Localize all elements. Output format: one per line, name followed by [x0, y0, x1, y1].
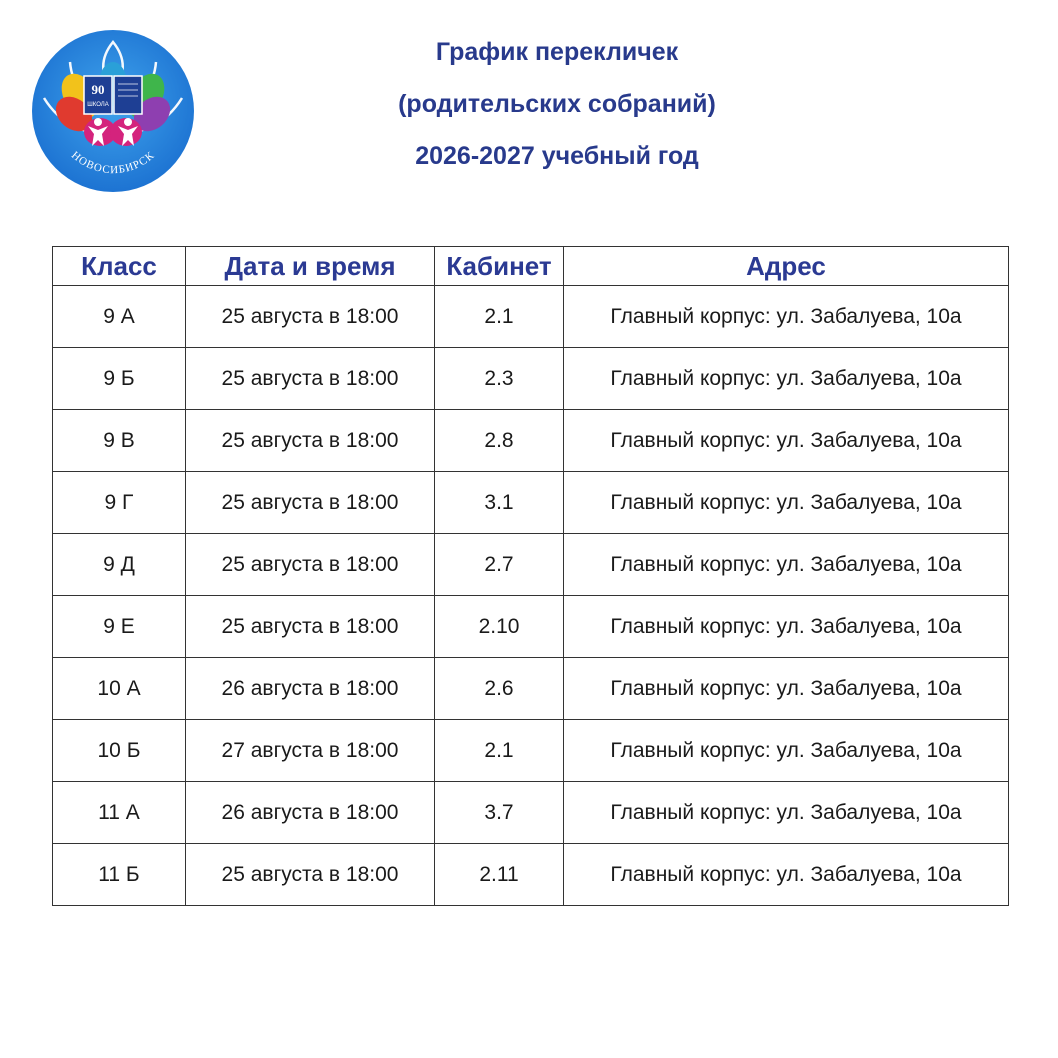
title-line-3: 2026-2027 учебный год	[415, 142, 699, 170]
logo-number: 90	[91, 82, 105, 97]
school-logo	[30, 28, 196, 194]
table-row	[53, 410, 1009, 472]
header-datetime: Дата и время	[186, 247, 435, 286]
cell-room: 2.1	[435, 720, 564, 782]
cell-datetime: 27 августа в 18:00	[186, 720, 435, 782]
cell-address: Главный корпус: ул. Забалуева, 10а	[564, 844, 1009, 906]
cell-datetime: 25 августа в 18:00	[186, 286, 435, 348]
cell-room: 2.10	[435, 596, 564, 658]
cell-address: Главный корпус: ул. Забалуева, 10а	[564, 596, 1009, 658]
cell-address: Главный корпус: ул. Забалуева, 10а	[564, 348, 1009, 410]
logo-city: НОВОСИБИРСК	[68, 149, 158, 177]
cell-address: Главный корпус: ул. Забалуева, 10а	[564, 534, 1009, 596]
table-row	[53, 658, 1009, 720]
cell-address: Главный корпус: ул. Забалуева, 10а	[564, 720, 1009, 782]
cell-class: 9 В	[53, 410, 186, 472]
header-address: Адрес	[564, 247, 1009, 286]
table-row	[53, 472, 1009, 534]
cell-room: 2.8	[435, 410, 564, 472]
cell-class: 9 Б	[53, 348, 186, 410]
cell-room: 2.1	[435, 286, 564, 348]
cell-datetime: 26 августа в 18:00	[186, 782, 435, 844]
cell-class: 9 Е	[53, 596, 186, 658]
cell-class: 10 А	[53, 658, 186, 720]
cell-room: 2.11	[435, 844, 564, 906]
title-line-1: График перекличек	[435, 38, 679, 66]
cell-room: 2.6	[435, 658, 564, 720]
table-row	[53, 534, 1009, 596]
cell-class: 11 Б	[53, 844, 186, 906]
header-room: Кабинет	[435, 247, 564, 286]
cell-datetime: 25 августа в 18:00	[186, 472, 435, 534]
cell-room: 3.7	[435, 782, 564, 844]
cell-room: 2.3	[435, 348, 564, 410]
cell-class: 11 А	[53, 782, 186, 844]
table-row	[53, 844, 1009, 906]
schedule-table	[52, 246, 1009, 906]
cell-address: Главный корпус: ул. Забалуева, 10а	[564, 410, 1009, 472]
header-class: Класс	[53, 247, 186, 286]
logo-school-word: ШКОЛА	[87, 102, 109, 108]
cell-datetime: 25 августа в 18:00	[186, 534, 435, 596]
cell-room: 2.7	[435, 534, 564, 596]
cell-class: 10 Б	[53, 720, 186, 782]
cell-datetime: 25 августа в 18:00	[186, 596, 435, 658]
title-line-2: (родительских собраний)	[398, 90, 716, 118]
page-title	[260, 26, 854, 182]
cell-class: 9 А	[53, 286, 186, 348]
cell-datetime: 25 августа в 18:00	[186, 844, 435, 906]
cell-datetime: 25 августа в 18:00	[186, 410, 435, 472]
cell-datetime: 25 августа в 18:00	[186, 348, 435, 410]
cell-datetime: 26 августа в 18:00	[186, 658, 435, 720]
cell-class: 9 Г	[53, 472, 186, 534]
table-row	[53, 720, 1009, 782]
table-row	[53, 596, 1009, 658]
table-row	[53, 348, 1009, 410]
cell-room: 3.1	[435, 472, 564, 534]
table-row	[53, 782, 1009, 844]
cell-address: Главный корпус: ул. Забалуева, 10а	[564, 286, 1009, 348]
cell-address: Главный корпус: ул. Забалуева, 10а	[564, 472, 1009, 534]
cell-address: Главный корпус: ул. Забалуева, 10а	[564, 782, 1009, 844]
table-header-row	[53, 247, 1009, 286]
cell-address: Главный корпус: ул. Забалуева, 10а	[564, 658, 1009, 720]
cell-class: 9 Д	[53, 534, 186, 596]
table-row	[53, 286, 1009, 348]
